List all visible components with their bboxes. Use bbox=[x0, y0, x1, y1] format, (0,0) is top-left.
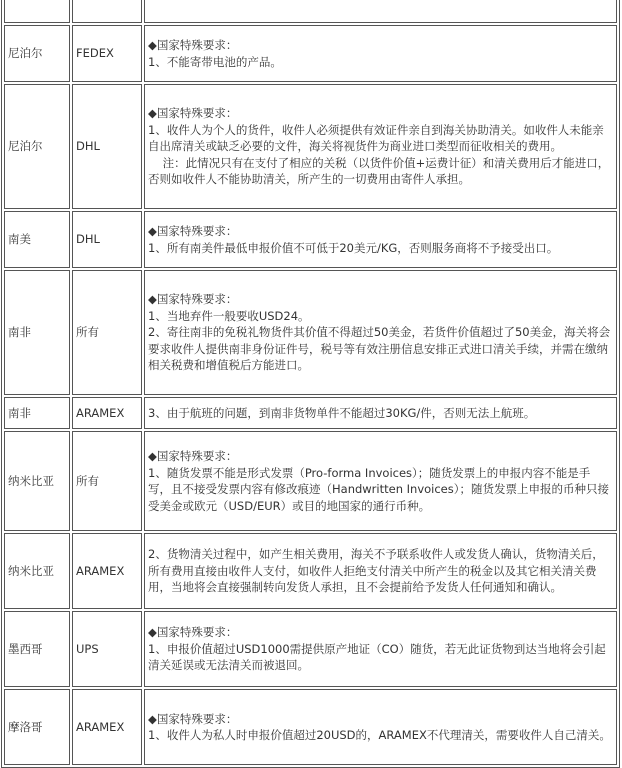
country-cell: 摩洛哥 bbox=[4, 689, 70, 765]
country-cell: 尼泊尔 bbox=[4, 25, 70, 82]
requirement-line: 2、寄往南非的免税礼物货件其价值不得超过50美金，若货件价值超过了50美金，海关将会要求收件人提供南非身份证件号，税号等有效注册信息安排正式进口清关手续，并需在缴纳相关税费和增值税后方能进口。 bbox=[148, 325, 611, 373]
table-row bbox=[4, 689, 617, 765]
requirement-line: 1、收件人为私人时申报价值超过20USD的，ARAMEX不代理清关，需要收件人自己清关。 bbox=[148, 728, 611, 742]
requirements-cell bbox=[144, 211, 617, 268]
table-row bbox=[4, 25, 617, 82]
requirement-line: ◆国家特殊要求： bbox=[148, 625, 238, 640]
carrier-cell: UPS bbox=[72, 611, 142, 687]
requirements-cell bbox=[144, 0, 617, 23]
country-cell: 纳米比亚 bbox=[4, 431, 70, 531]
requirements-cell bbox=[144, 533, 617, 609]
table-row bbox=[4, 431, 617, 531]
requirements-cell bbox=[144, 689, 617, 765]
requirement-line: ◆国家特殊要求： bbox=[148, 38, 238, 52]
requirement-line: ◆国家特殊要求： bbox=[148, 292, 238, 307]
carrier-cell: FEDEX bbox=[72, 25, 142, 82]
carrier-cell: DHL bbox=[72, 84, 142, 209]
carrier-cell: ARAMEX bbox=[72, 533, 142, 609]
requirement-line: ◆国家特殊要求： bbox=[148, 224, 238, 238]
table-row bbox=[4, 270, 617, 395]
table-row bbox=[4, 84, 617, 209]
country-cell: 南美 bbox=[4, 211, 70, 268]
requirements-cell bbox=[144, 611, 617, 687]
country-cell bbox=[4, 0, 70, 23]
carrier-cell: 所有 bbox=[72, 431, 142, 531]
carrier-cell: ARAMEX bbox=[72, 397, 142, 429]
requirement-line: 3、由于航班的问题，到南非货物单件不能超过30KG/件，否则无法上航班。 bbox=[148, 405, 536, 420]
country-cell: 南非 bbox=[4, 270, 70, 395]
requirement-line: 1、不能寄带电池的产品。 bbox=[148, 54, 282, 69]
table-row bbox=[4, 0, 617, 23]
country-cell: 墨西哥 bbox=[4, 611, 70, 687]
requirement-line: 1、收件人为个人的货件，收件人必须提供有效证件亲自到海关协助清关。如收件人未能亲自出席清关或缺乏必要的文件，海关将视货件为商业进口类型而征收相关的费用。 bbox=[148, 122, 604, 154]
table-row bbox=[4, 397, 617, 429]
country-cell: 尼泊尔 bbox=[4, 84, 70, 209]
carrier-cell: DHL bbox=[72, 211, 142, 268]
carrier-cell: ARAMEX bbox=[72, 689, 142, 765]
requirements-cell bbox=[144, 397, 617, 429]
requirement-line: 1、随货发票不能是形式发票（Pro-forma Invoices）；随货发票上的申报内容不能是手写，且不接受发票内容有修改痕迹（Handwritten Invoices）；随货发票上申报的币种只接受美金或欧元（USD/EUR）或目的地国家的通行币种。 bbox=[148, 465, 610, 513]
requirement-line: 1、申报价值超过USD1000需提供原产地证（CO）随货，若无此证货物到达当地将会引起清关延误或无法清关而被退回。 bbox=[148, 641, 606, 673]
requirement-line: 2、货物清关过程中，如产生相关费用，海关不予联系收件人或发货人确认，货物清关后，所有费用直接由收件人支付，如收件人拒绝支付清关中所产生的税金以及其它相关清关费用，当地将会直接强制转向发货人承担，且不会提前给予发货人任何通知和确认。 bbox=[148, 547, 604, 595]
country-cell: 南非 bbox=[4, 397, 70, 429]
requirement-line: 注：此情况只有在支付了相应的关税（以货件价值+运费计征）和清关费用后才能进口，否则如收件人不能协助清关，所产生的一切费用由寄件人承担。 bbox=[148, 155, 610, 187]
carrier-cell bbox=[72, 0, 142, 23]
table-row bbox=[4, 533, 617, 609]
requirements-cell bbox=[144, 25, 617, 82]
carrier-cell: 所有 bbox=[72, 270, 142, 395]
country-requirements-table bbox=[1, 0, 620, 768]
requirement-line: ◆国家特殊要求： bbox=[148, 106, 238, 121]
table-row bbox=[4, 211, 617, 268]
country-cell: 纳米比亚 bbox=[4, 533, 70, 609]
requirements-cell bbox=[144, 270, 617, 395]
requirements-cell bbox=[144, 431, 617, 531]
requirement-line: ◆国家特殊要求： bbox=[148, 711, 238, 726]
table-row bbox=[4, 611, 617, 687]
requirement-line: ◆国家特殊要求： bbox=[148, 449, 238, 463]
requirement-line: 1、当地弃件一般要收USD24。 bbox=[148, 308, 310, 323]
requirements-cell bbox=[144, 84, 617, 209]
requirement-line: 1、所有南美件最低申报价值不可低于20美元/KG，否则服务商将不予接受出口。 bbox=[148, 240, 559, 255]
